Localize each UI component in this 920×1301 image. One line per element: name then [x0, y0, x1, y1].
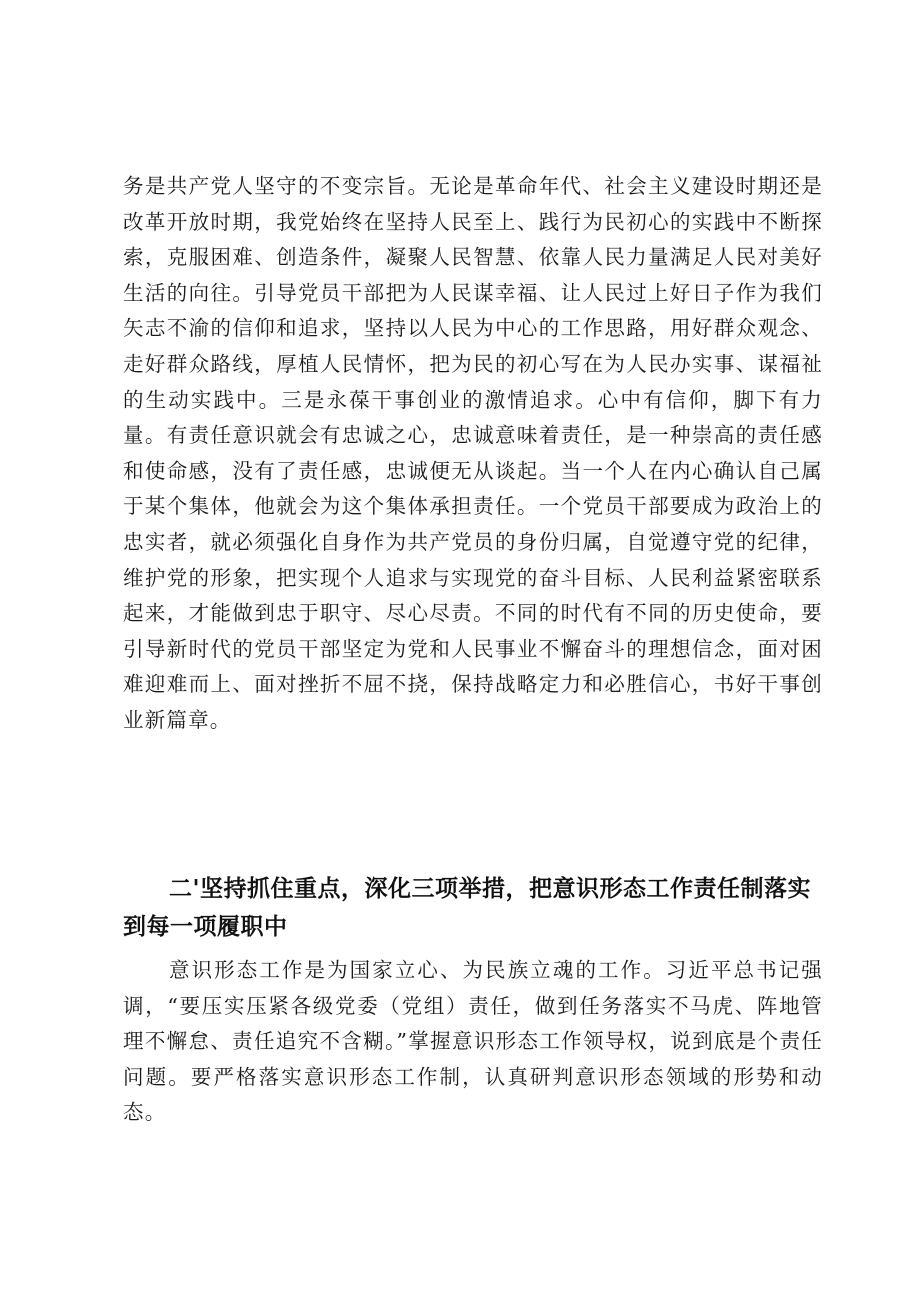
section-heading-2: 二'坚持抓住重点，深化三项举措，把意识形态工作责任制落实到每一项履职中	[123, 876, 812, 940]
body-paragraph-1: 务是共产党人坚守的不变宗旨。无论是革命年代、社会主义建设时期还是改革开放时期，我党始终在坚持人民至上、践行为民初心的实践中不断探索，克服困难、创造条件，凝聚人民智慧、依靠人民力量满足人民对美好生活的向往。引导党员干部把为人民谋幸福、让人民过上好日子作为我们矢志不渝的信仰和追求，坚持以人民为中心的工作思路，用好群众观念、走好群众路线，厚植人民情怀，把为民的初心写在为人民办实事、谋福祉的生动实践中。三是永葆干事创业的激情追求。心中有信仰，脚下有力量。有责任意识就会有忠诚之心，忠诚意味着责任，是一种崇高的责任感和使命感，没有了责任感，忠诚便无从谈起。当一个人在内心确认自己属于某个集体，他就会为这个集体承担责任。一个党员干部要成为政治上的忠实者，就必须强化自身作为共产党员的身份归属，自觉遵守党的纪律，维护党的形象，把实现个人追求与实现党的奋斗目标、人民利益紧密联系起来，才能做到忠于职守、尽心尽责。不同的时代有不同的历史使命，要引导新时代的党员干部坚定为党和人民事业不懈奋斗的理想信念，面对困难迎难而上、面对挫折不屈不挠，保持战略定力和必胜信心，书好干事创业新篇章。	[123, 174, 823, 732]
body-paragraph-2: 意识形态工作是为国家立心、为民族立魂的工作。习近平总书记强调，“要压实压紧各级党委（党组）责任，做到任务落实不马虎、阵地管理不懈怠、责任追究不含糊。”掌握意识形态工作领导权，说到底是个责任问题。要严格落实意识形态工作制，认真研判意识形态领域的形势和动态。	[123, 958, 823, 1125]
